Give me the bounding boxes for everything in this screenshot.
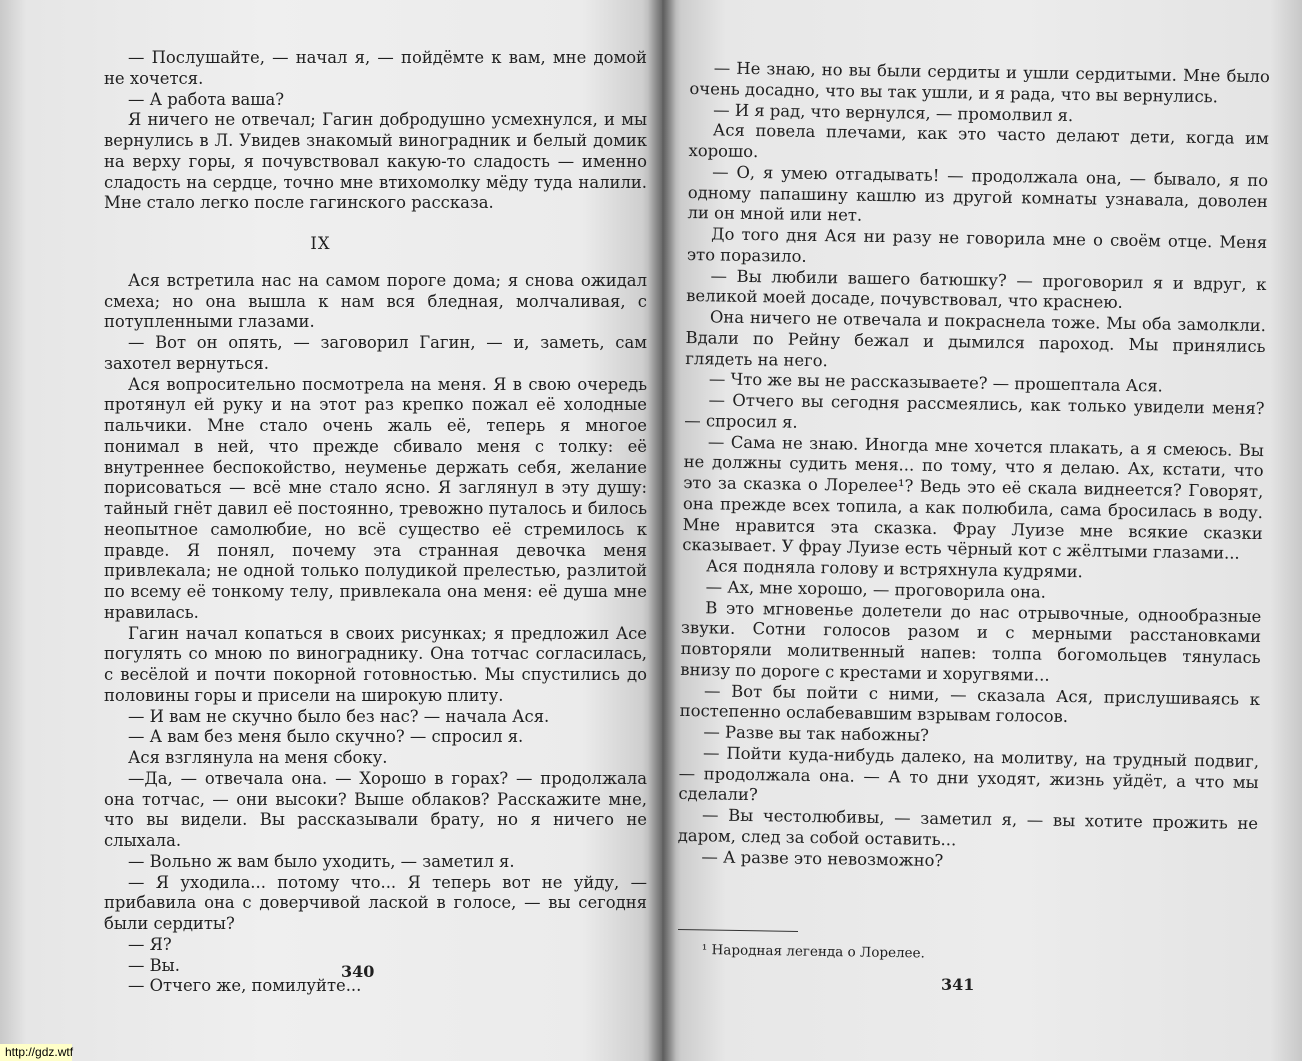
- paragraph: — Я?: [128, 934, 172, 954]
- right-page: [662, 0, 1302, 1061]
- paragraph: — Вы честолюбивы, — заметил я, — вы хотите прожить не даром, след за собой оставить...: [677, 805, 1259, 850]
- watermark-link[interactable]: http://gdz.wtf: [0, 1044, 72, 1061]
- paragraph: Ася взглянула на меня сбоку.: [128, 748, 388, 767]
- paragraph: Гагин начал копаться в своих рисунках; я предложил Асе погулять со мною по винограднику. Она тотчас согласилась, с весёлой и почти покорной готовностью. Мы спустились до половины горы и присели на широкую плиту.: [104, 623, 647, 705]
- footnote-rule: [678, 929, 798, 932]
- footnote: ¹ Народная легенда о Лорелее.: [701, 941, 925, 962]
- paragraph: — Ах, мне хорошо, — проговорила она.: [705, 577, 1047, 602]
- paragraph: — Сама не знаю. Иногда мне хочется плакать, а я смеюсь. Вы не должны судить меня... по тому, что я делаю. Ах, кстати, что это за сказка о Лорелее¹? Ведь это её скала виднеется? Говорят, она прежде всех топила, а как полюбила, сама бросилась в воду. Мне нравится эта сказка. Фрау Луизе мне всякие сказки сказывает. У фрау Луизе есть чёрный кот с жёлтыми глазами...: [682, 431, 1265, 563]
- paragraph: — Вот бы пойти с ними, — сказала Ася, прислушиваясь к постепенно ослабевавшим взрывам голосов.: [679, 680, 1261, 727]
- paragraph: — Не знаю, но вы были сердиты и ушли сердитыми. Мне было очень досадно, что вы так ушли, и я рада, что вы вернулись.: [689, 58, 1270, 107]
- paragraph: — Послушайте, — начал я, — пойдёмте к вам, мне домой не хочется.: [104, 48, 647, 88]
- paragraph: — Вы.: [128, 955, 180, 975]
- paragraph: Она ничего не отвечала и покраснела тоже. Мы оба замолкли. Вдали по Рейну бежал и дымился пароход. Мы принялись глядеть на него.: [685, 307, 1267, 370]
- paragraph: — Вот он опять, — заговорил Гагин, — и, заметь, сам захотел вернуться.: [104, 333, 647, 373]
- paragraph: — Разве вы так набожны?: [703, 722, 930, 745]
- paragraph: —Да, — отвечала она. — Хорошо в горах? — продолжала она тотчас, — они высоки? Выше облаков? Расскажите мне, что вы видели. Вы рассказывали брату, но я ничего не слыхала.: [104, 768, 647, 850]
- paragraph: — А разве это невозможно?: [701, 846, 944, 870]
- paragraph: — А работа ваша?: [128, 89, 285, 109]
- page-number: 341: [941, 975, 975, 994]
- paragraph: — Отчего вы сегодня рассмеялись, как только увидели меня? — спросил я.: [684, 390, 1265, 432]
- paragraph: — А вам без меня было скучно? — спросил я.: [128, 727, 524, 747]
- paragraph: — Вы любили вашего батюшку? — проговорил я и вдруг, к великой моей досаде, почувствовал, что краснею.: [686, 265, 1267, 313]
- paragraph: Я ничего не отвечал; Гагин добродушно усмехнулся, и мы вернулись в Л. Увидев знакомый виноградник и белый домик на верху горы, я почувствовал какую-то сладость — именно сладость на сердце, точно мне втихомолку мёду туда налили. Мне стало легко после гагинского рассказа.: [104, 110, 647, 213]
- right-page-text: [677, 58, 1270, 876]
- paragraph: Ася встретила нас на самом пороге дома; я снова ожидал смеха; но она вышла к нам вся бледная, молчаливая, с потупленными глазами.: [104, 270, 647, 332]
- paragraph: В это мгновенье долетели до нас отрывочные, однообразные звуки. Сотни голосов разом и с мерными расстановками повторяли молитвенный напев: толпа богомольцев тянулась внизу по дороге с крестами и хоругвями...: [680, 597, 1262, 685]
- paragraph: — И вам не скучно было без нас? — начала Ася.: [128, 706, 550, 726]
- paragraph: Ася подняла голову и встряхнула кудрями.: [705, 556, 1083, 582]
- paragraph: Ася вопросительно посмотрела на меня. Я в свою очередь протянул ей руку и на этот раз крепко пожал её холодные пальчики. Мне стало очень жаль её, теперь я многое понимал в ней, что прежде сбивало меня с толку: её внутреннее беспокойство, неуменье держать себя, желание порисоваться — всё мне стало ясно. Я заглянул в эту душу: тайный гнёт давил её постоянно, тревожно путалось и билось неопытное самолюбие, но всё существо её стремилось к правде. Я понял, почему эта странная девочка меня привлекала; не одной только полудикой прелестью, разлитой по всему её тонкому телу, привлекала она меня: её душа мне нравилась.: [104, 374, 647, 622]
- paragraph: — Вольно ж вам было уходить, — заметил я.: [128, 851, 515, 871]
- paragraph: — Отчего же, помилуйте...: [128, 976, 362, 996]
- paragraph: — О, я умею отгадывать! — продолжала она, — бывало, я по одному папашину кашлю из другой комнаты узнавала, доволен ли он мной или нет.: [687, 162, 1269, 225]
- paragraph: — И я рад, что вернулся, — промолвил я.: [713, 99, 1074, 125]
- page-number: 340: [341, 962, 375, 981]
- left-page-text: [104, 48, 647, 997]
- paragraph: — Пойти куда-нибудь далеко, на молитву, на трудный подвиг, — продолжала она. — А то дни уходят, жизнь уйдёт, а что мы сделали?: [678, 743, 1260, 805]
- book-gutter-shadow: [648, 0, 676, 1061]
- paragraph: — Что же вы не рассказываете? — прошептала Ася.: [708, 369, 1163, 396]
- paragraph: — Я уходила... потому что... Я теперь вот не уйду, — прибавила она с доверчивой лаской в голосе, — вы сегодня были сердиты?: [104, 872, 647, 933]
- paragraph: До того дня Ася ни разу не говорила мне о своём отце. Меня это поразило.: [686, 224, 1268, 266]
- paragraph: Ася повела плечами, как это часто делают дети, когда им хорошо.: [688, 120, 1269, 162]
- chapter-heading: IX: [310, 234, 331, 253]
